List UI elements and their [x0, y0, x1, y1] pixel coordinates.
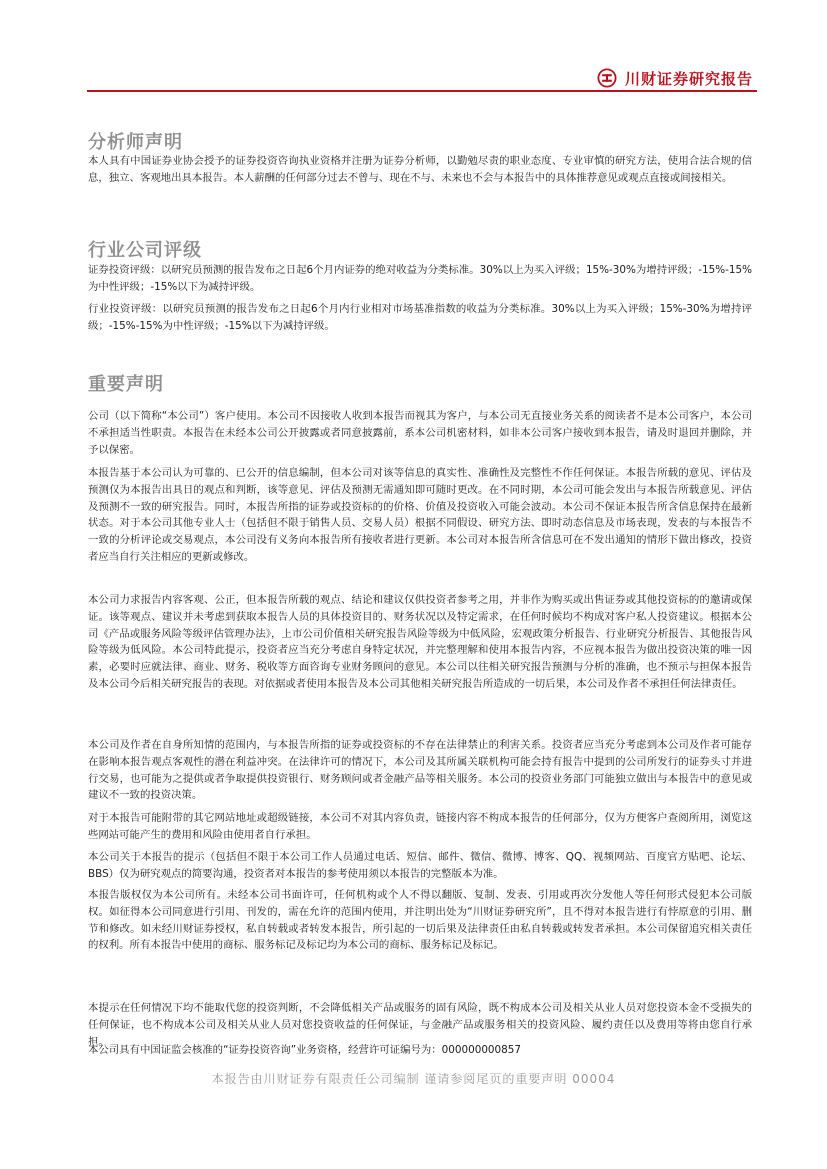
header-brand: [597, 66, 753, 90]
license-statement: 本公司具有中国证监会核准的“证券投资咨询”业务资格，经营许可证编号为：000000000857: [88, 1044, 521, 1056]
brand-text: 川财证券研究报告: [624, 69, 753, 88]
disclaimer-paragraph: 本报告基于本公司认为可靠的、已公开的信息编制，但本公司对该等信息的真实性、准确性及完整性不作任何保证。本报告所载的意见、评估及预测仅为本报告出具日的观点和判断，该等意见、评估及预测无需通知即可随时更改。在不同时期，本公司可能会发出与本报告所载意见、评估及预测不一致的研究报告。同时，本报告所指的证券或投资标的的价格、价值及投资收入可能会波动。本公司不保证本报告所含信息保持在最新状态。对于本公司其他专业人士（包括但不限于销售人员、交易人员）根据不同假设、研究方法、即时动态信息及市场表现，发表的与本报告不一致的分析评论或交易观点，本公司没有义务向本报告所有接收者进行更新。本公司对本报告所含信息可在不发出通知的情形下做出修改，投资者应当自行关注相应的更新或修改。: [88, 467, 752, 563]
rating-title: 行业公司评级: [88, 240, 202, 261]
disclaimer-title: 重要声明: [88, 374, 164, 395]
header-divider: [87, 90, 757, 92]
disclaimer-paragraph: 本报告版权仅为本公司所有。未经本公司书面许可，任何机构或个人不得以翻版、复制、发表、引用或再次分发他人等任何形式侵犯本公司版权。如征得本公司同意进行引用、刊发的，需在允许的范围内使用，并注明出处为“川财证券研究所”，且不得对本报告进行有悖原意的引用、删节和修改。如未经川财证券授权，私自转载或者转发本报告，所引起的一切后果及法律责任由私自转载或转发者承担。本公司保留追究相关责任的权利。所有本报告中使用的商标、服务标记及标记均为本公司的商标、服务标记及标记。: [88, 889, 752, 952]
chuancai-securities-logo-icon: [597, 68, 617, 88]
disclaimer-paragraph: 本提示在任何情况下均不能取代您的投资判断，不会降低相关产品或服务的固有风险，既不构成本公司及相关从业人员对您投资本金不受损失的任何保证，也不构成本公司及相关从业人员对您投资收益的任何保证，与金融产品或服务相关的投资风险、履约责任以及费用等将由您自行承担。: [88, 1002, 752, 1048]
disclaimer-paragraph: 本公司关于本报告的提示（包括但不限于本公司工作人员通过电话、短信、邮件、微信、微博、博客、QQ、视频网站、百度官方贴吧、论坛、BBS）仅为研究观点的简要沟通，投资者对本报告的参考使用须以本报告的完整版本为准。: [88, 851, 752, 880]
analyst-statement-title: 分析师声明: [88, 132, 183, 153]
disclaimer-paragraph: 本公司力求报告内容客观、公正，但本报告所载的观点、结论和建议仅供投资者参考之用，并非作为购买或出售证券或其他投资标的的邀请或保证。该等观点、建议并未考虑到获取本报告人员的具体投资目的、财务状况以及特定需求，在任何时候均不构成对客户私人投资建议。根据本公司《产品或服务风险等级评估管理办法》，上市公司价值相关研究报告风险等级为中低风险，宏观政策分析报告、行业研究分析报告、其他报告风险等级为低风险。本公司特此提示，投资者应当充分考虑自身特定状况，并完整理解和使用本报告内容，不应视本报告为做出投资决策的唯一因素，必要时应就法律、商业、财务、税收等方面咨询专业财务顾问的意见。本公司以往相关研究报告预测与分析的准确，也不预示与担保本报告及本公司今后相关研究报告的表现。对依据或者使用本报告及本公司其他相关研究报告所造成的一切后果，本公司及作者不承担任何法律责任。: [88, 594, 752, 690]
analyst-statement-text: 本人具有中国证券业协会授予的证券投资咨询执业资格并注册为证券分析师，以勤勉尽责的职业态度、专业审慎的研究方法，使用合法合规的信息，独立、客观地出具本报告。本人薪酬的任何部分过去不曾与、现在不与、未来也不会与本报告中的具体推荐意见或观点直接或间接相关。: [88, 155, 752, 184]
disclaimer-paragraph: 本公司及作者在自身所知情的范围内，与本报告所指的证券或投资标的不存在法律禁止的利害关系。投资者应当充分考虑到本公司及作者可能存在影响本报告观点客观性的潜在利益冲突。在法律许可的情况下，本公司及其所属关联机构可能会持有报告中提到的公司所发行的证券头寸并进行交易，也可能为之提供或者争取提供投资银行、财务顾问或者金融产品等相关服务。本公司的投资业务部门可能独立做出与本报告中的意见或建议不一致的投资决策。: [88, 739, 752, 802]
disclaimer-paragraph: 对于本报告可能附带的其它网站地址或超级链接，本公司不对其内容负责，链接内容不构成本报告的任何部分，仅为方便客户查阅所用，浏览这些网站可能产生的费用和风险由使用者自行承担。: [88, 812, 752, 841]
page-footer: 本报告由川财证券有限责任公司编制 谨请参阅尾页的重要声明 00004: [211, 1072, 616, 1086]
industry-rating-text: 行业投资评级：以研究员预测的报告发布之日起6个月内行业相对市场基准指数的收益为分类标准。30%以上为买入评级；15%-30%为增持评级；-15%-15%为中性评级；-15%以下为减持评级。: [88, 303, 752, 332]
disclaimer-paragraph: 公司（以下简称“本公司”）客户使用。本公司不因接收人收到本报告而视其为客户，与本公司无直接业务关系的阅读者不是本公司客户，本公司不承担适当性职责。本报告在未经本公司公开披露或者同意披露前，系本公司机密材料，如非本公司客户接收到本报告，请及时退回并删除，并予以保密。: [88, 410, 752, 456]
stock-rating-text: 证券投资评级：以研究员预测的报告发布之日起6个月内证券的绝对收益为分类标准。30%以上为买入评级；15%-30%为增持评级；-15%-15%为中性评级；-15%以下为减持评级。: [88, 264, 752, 293]
